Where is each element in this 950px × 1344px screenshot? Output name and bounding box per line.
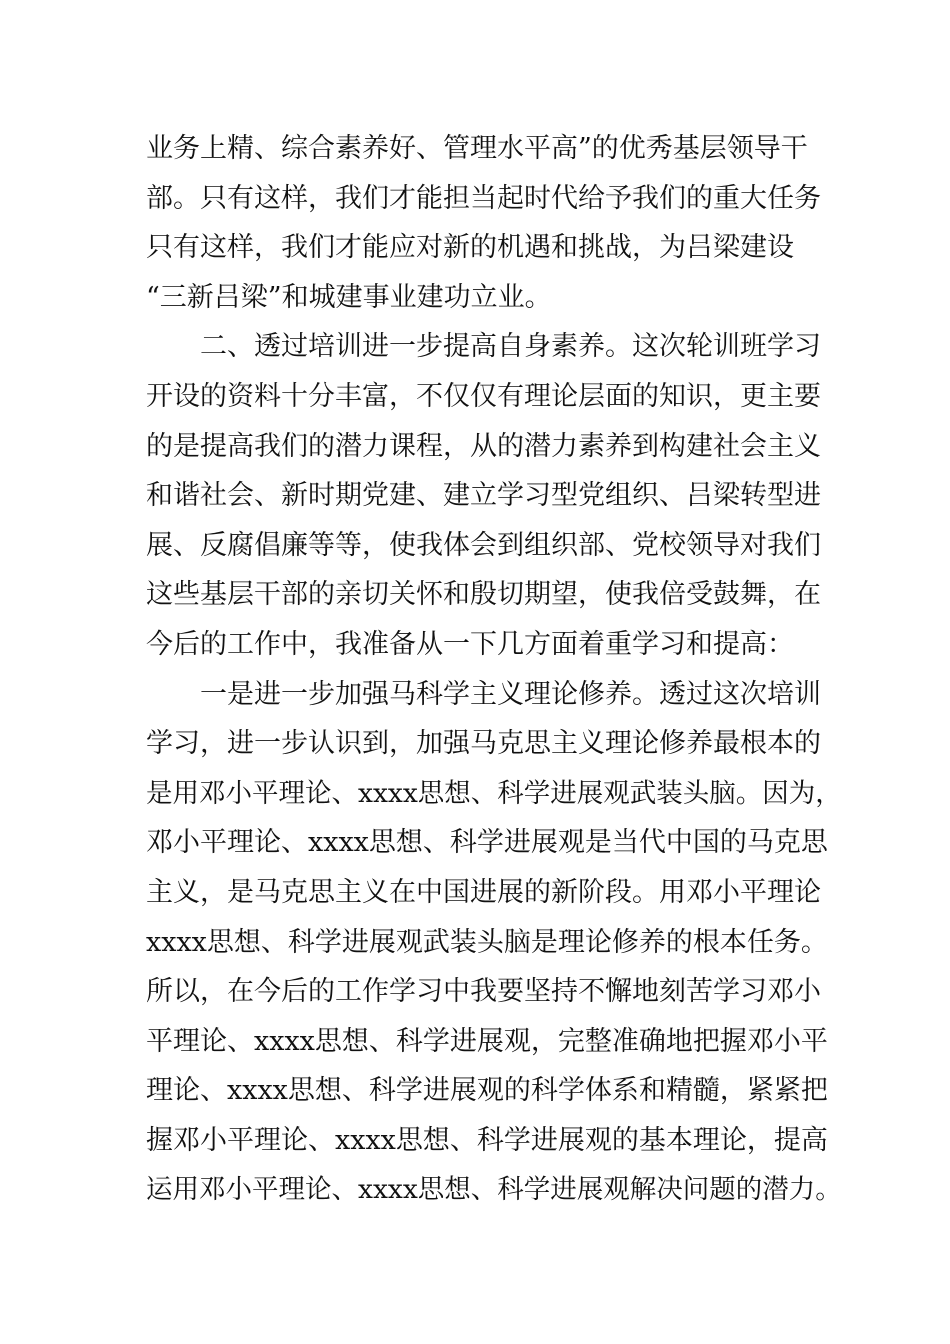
text-line: 和谐社会、新时期党建、建立学习型党组织、吕梁转型进 bbox=[146, 480, 821, 512]
text-line: “三新吕梁”和城建事业建功立业。 bbox=[146, 281, 552, 313]
paragraph-start-line: 二、透过培训进一步提高自身素养。这次轮训班学习 bbox=[200, 331, 821, 363]
text-line: 运用邓小平理论、xxxx思想、科学进展观解决问题的潜力。 bbox=[146, 1174, 842, 1206]
text-line: 的是提高我们的潜力课程，从的潜力素养到构建社会主义 bbox=[146, 430, 821, 462]
text-line: 这些基层干部的亲切关怀和殷切期望，使我倍受鼓舞，在 bbox=[146, 579, 821, 611]
text-line: 理论、xxxx思想、科学进展观的科学体系和精髓，紧紧把 bbox=[146, 1075, 828, 1107]
text-line: 只有这样，我们才能应对新的机遇和挑战，为吕梁建设 bbox=[146, 232, 794, 264]
text-line: 所以，在今后的工作学习中我要坚持不懈地刻苦学习邓小 bbox=[146, 976, 821, 1008]
body-text bbox=[146, 124, 846, 1215]
paragraph-start-line: 一是进一步加强马科学主义理论修养。透过这次培训 bbox=[200, 678, 821, 710]
text-line: 是用邓小平理论、xxxx思想、科学进展观武装头脑。因为， bbox=[146, 777, 842, 809]
text-line: 邓小平理论、xxxx思想、科学进展观是当代中国的马克思 bbox=[146, 827, 828, 859]
text-line: 展、反腐倡廉等等，使我体会到组织部、党校领导对我们 bbox=[146, 529, 821, 561]
text-line: xxxx思想、科学进展观武装头脑是理论修养的根本任务。 bbox=[146, 926, 828, 958]
text-line: 平理论、xxxx思想、科学进展观，完整准确地把握邓小平 bbox=[146, 1025, 828, 1057]
text-line: 部。只有这样，我们才能担当起时代给予我们的重大任务 bbox=[146, 182, 821, 214]
text-line: 今后的工作中，我准备从一下几方面着重学习和提高： bbox=[146, 628, 794, 660]
text-line: 学习，进一步认识到，加强马克思主义理论修养最根本的 bbox=[146, 728, 821, 760]
text-line: 开设的资料十分丰富，不仅仅有理论层面的知识，更主要 bbox=[146, 380, 821, 412]
text-line: 主义，是马克思主义在中国进展的新阶段。用邓小平理论 bbox=[146, 876, 821, 908]
text-line: 业务上精、综合素养好、管理水平高”的优秀基层领导干 bbox=[146, 133, 808, 164]
text-line: 握邓小平理论、xxxx思想、科学进展观的基本理论，提高 bbox=[146, 1124, 828, 1156]
